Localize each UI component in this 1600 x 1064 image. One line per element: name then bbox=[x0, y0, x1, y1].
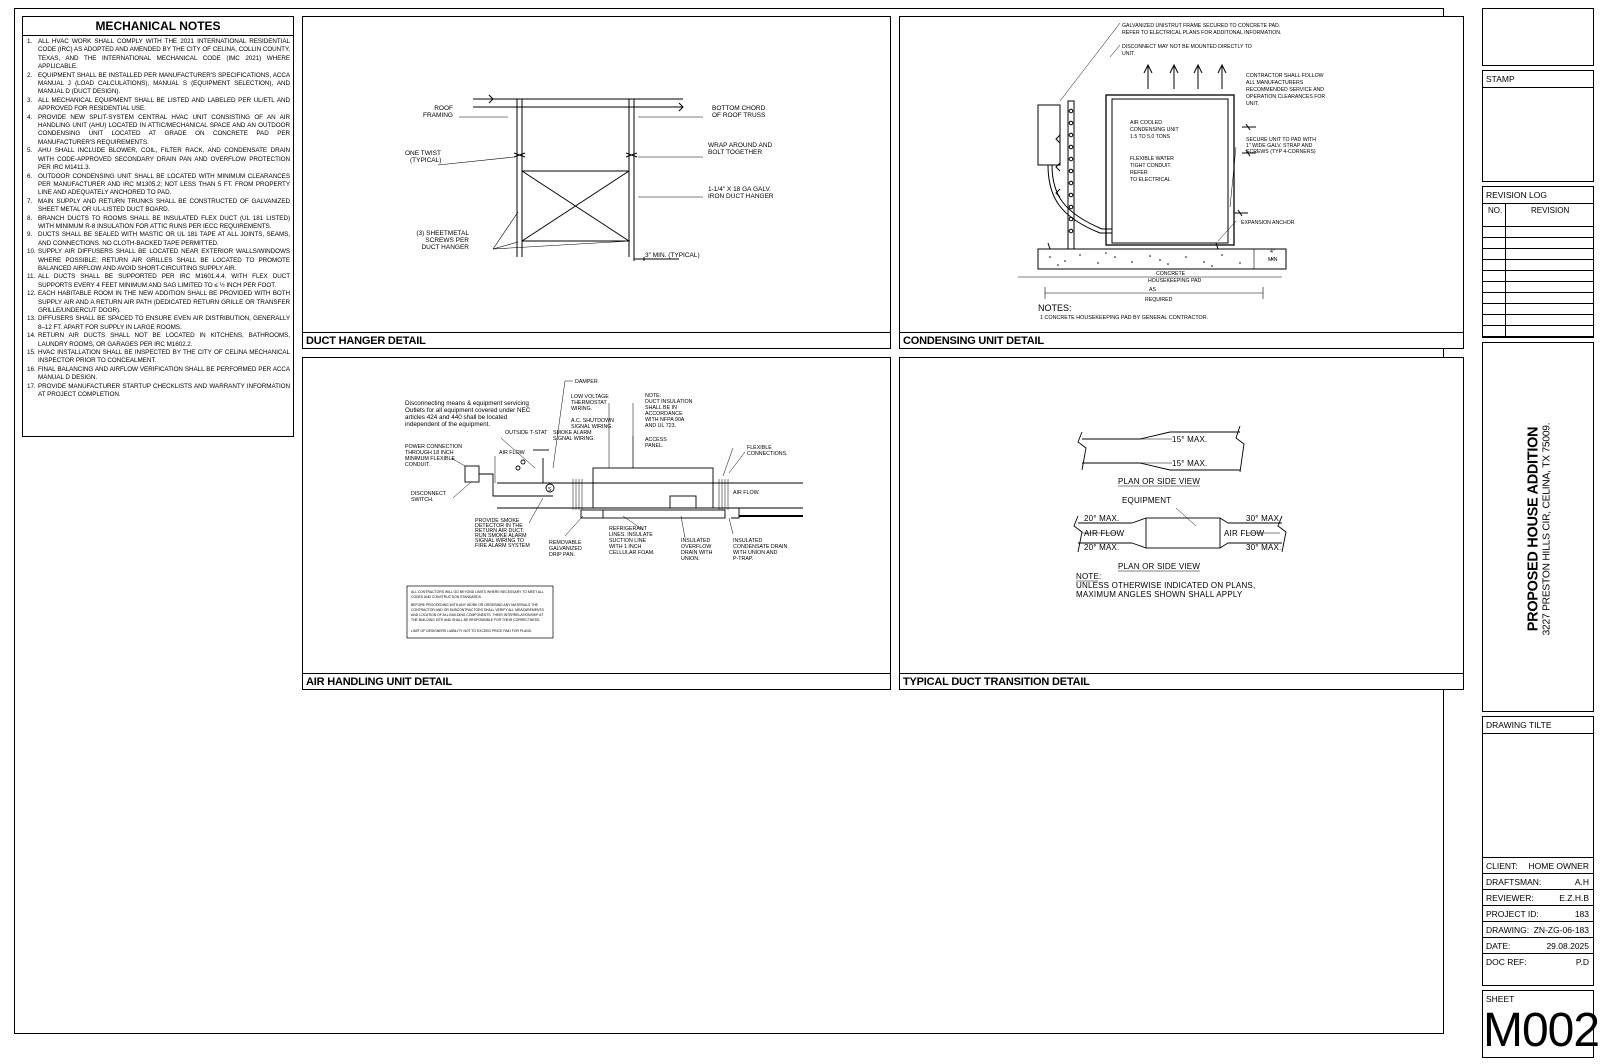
note-item bbox=[27, 366, 290, 383]
label-min-typical: 3" MIN. (TYPICAL) bbox=[645, 252, 700, 259]
duct-hanger-panel bbox=[302, 16, 891, 349]
duct-transition-title: TYPICAL DUCT TRANSITION DETAIL bbox=[900, 673, 1463, 689]
label-unistrut: GALVANIZED UNISTRUT FRAME SECURED TO CONCRETE PAD. REFER TO ELECTRICAL PLANS FOR ADDITONAL INFORMATION. bbox=[1122, 23, 1282, 36]
title-block-row bbox=[1483, 905, 1593, 921]
field-key: DOC REF: bbox=[1486, 957, 1527, 967]
label-dim: 4" MIN bbox=[1268, 249, 1278, 263]
condensing-unit-panel bbox=[899, 16, 1464, 349]
note-item bbox=[27, 97, 290, 114]
label-overflow: INSULATED OVERFLOW DRAIN WITH UNION. bbox=[681, 538, 713, 562]
note-number: 1. bbox=[27, 38, 33, 45]
title-block-row bbox=[1483, 873, 1593, 889]
note-item bbox=[27, 248, 290, 273]
label-disconnect-switch: DISCONNECT SWITCH. bbox=[411, 491, 447, 503]
note-item bbox=[27, 198, 290, 215]
revision-log-label: REVISION LOG bbox=[1486, 190, 1547, 200]
note-item bbox=[27, 114, 290, 148]
note-text: RETURN AIR DUCTS SHALL NOT BE LOCATED IN KITCHENS, BATHROOMS, LAUNDRY ROOMS, OR GARAGES PER IRC M1602.2. bbox=[38, 332, 290, 348]
note-number: 17. bbox=[27, 382, 36, 390]
note-number: 4. bbox=[27, 113, 33, 121]
disclaimer-box bbox=[411, 590, 544, 633]
note-text: ALL DUCTS SHALL BE SUPPORTED PER IRC M1601.4.4, WITH FLEX DUCT SUPPORTS EVERY 4 FEET MINIMUM AND SAG LIMITED TO ≤ ½ INCH PER FOOT. bbox=[38, 273, 290, 289]
title-block-row bbox=[1483, 857, 1593, 873]
note-number: 11. bbox=[27, 273, 36, 281]
sheet-box bbox=[1482, 990, 1600, 1058]
note-item bbox=[27, 290, 290, 315]
label-note1: 1 CONCRETE HOUSEKEEPING PAD BY GENERAL CONTRACTOR. bbox=[1040, 315, 1209, 321]
label-disconnect: DISCONNECT MAY NOT BE MOUNTED DIRECTLY TO UNIT. bbox=[1122, 44, 1252, 57]
field-key: PROJECT ID: bbox=[1486, 909, 1539, 919]
label-airflow-left: AIR FLOW bbox=[499, 450, 525, 456]
note-text: DUCTS SHALL BE SEALED WITH MASTIC OR UL 181 TAPE AT ALL JOINTS, SEAMS, AND CONNECTIONS. NO CLOTH-BACKED TAPE PERMITTED. bbox=[38, 231, 290, 247]
rev-revision-header: REVISION bbox=[1531, 206, 1570, 215]
note-text: ALL MECHANICAL EQUIPMENT SHALL BE LISTED AND LABELED PER UL/ETL AND APPROVED FOR RESIDENTIAL USE. bbox=[38, 96, 290, 113]
note-item bbox=[27, 38, 290, 72]
label-airflow-right: AIR FLOW bbox=[1224, 529, 1265, 538]
notes-title: MECHANICAL NOTES bbox=[95, 19, 221, 33]
title-block-row bbox=[1483, 889, 1593, 905]
field-value: ZN-ZG-06-183 bbox=[1533, 925, 1589, 935]
note-text: DIFFUSERS SHALL BE SPACED TO ENSURE EVEN AIR DISTRIBUTION, GENERALLY 8–12 FT. APART FOR SUPPLY IN LARGE ROOMS. bbox=[38, 315, 290, 331]
field-key: REVIEWER: bbox=[1486, 893, 1534, 903]
air-handling-drawing bbox=[303, 358, 892, 675]
stamp-label: STAMP bbox=[1486, 74, 1515, 84]
condensing-unit-title: CONDENSING UNIT DETAIL bbox=[900, 332, 1463, 348]
label-20-top: 20° MAX. bbox=[1084, 514, 1120, 523]
note-text: PROVIDE NEW SPLIT-SYSTEM CENTRAL HVAC UNIT CONSISTING OF AN AIR HANDLING UNIT (AHU) LOCATED IN ATTIC/MECHANICAL SPACE AND AN OUTDOOR CONDENSING UNIT LOCATED AT GRADE ON CONCRETE PAD PER MANUFACTURER'S REQUIREMENTS. bbox=[38, 113, 290, 146]
duct-transition-drawing bbox=[900, 358, 1465, 675]
label-plan-1: PLAN OR SIDE VIEW bbox=[1118, 477, 1201, 486]
label-s: S bbox=[548, 487, 552, 493]
project-name: PROPOSED HOUSE ADDITION bbox=[1525, 426, 1542, 632]
note-number: 2. bbox=[27, 71, 33, 79]
label-airflow-right: AIR FLOW. bbox=[733, 490, 760, 496]
label-notes-title: NOTES: bbox=[1038, 303, 1072, 313]
note-text: BRANCH DUCTS TO ROOMS SHALL BE INSULATED FLEX DUCT (UL 181 LISTED) WITH MINIMUM R-8 INSULATION FOR ATTIC RUNS PER IECC REQUIREMENTS. bbox=[38, 214, 290, 230]
label-bottom-chord: BOTTOM CHORD OF ROOF TRUSS bbox=[712, 105, 766, 119]
title-block-row bbox=[1483, 921, 1593, 937]
note-item bbox=[27, 273, 290, 290]
air-handling-panel bbox=[302, 357, 891, 690]
label-disconnecting: Disconnecting means & equipment servicing Outlets for all equipment covered under NEC articles 424 and 440 shall be located independent of the equipment. bbox=[405, 400, 531, 428]
label-smoke: SMOKE ALARM SIGNAL WIRING. bbox=[553, 430, 595, 442]
label-15-bot: 15° MAX. bbox=[1172, 459, 1208, 468]
label-pad: CONCRETE HOUSEKEEPING PAD bbox=[1148, 271, 1202, 284]
field-key: DRAWING: bbox=[1486, 925, 1530, 935]
revision-log-box bbox=[1482, 186, 1594, 338]
label-hanger: 1-1/4" X 18 GA GALV. IRON DUCT HANGER bbox=[708, 186, 774, 200]
note-item bbox=[27, 315, 290, 332]
label-power: POWER CONNECTION THROUGH 18 INCH MINIMUM FLEXIBLE CONDUIT. bbox=[405, 444, 463, 468]
note-number: 9. bbox=[27, 231, 33, 239]
field-key: DRAFTSMAN: bbox=[1486, 877, 1542, 887]
label-expansion: EXPANSION ANCHOR bbox=[1241, 220, 1295, 226]
label-aircooled: AIR COOLED CONDENSING UNIT 1.5 TO 5.0 TONS bbox=[1130, 120, 1179, 140]
label-equipment: EQUIPMENT bbox=[1122, 496, 1172, 505]
label-airflow-left: AIR FLOW bbox=[1084, 529, 1125, 538]
field-value: HOME OWNER bbox=[1528, 861, 1589, 871]
drawing-title-box bbox=[1482, 716, 1594, 986]
note-text: MAIN SUPPLY AND RETURN TRUNKS SHALL BE CONSTRUCTED OF GALVANIZED SHEET METAL OR UL-LISTED DUCT BOARD. bbox=[38, 197, 290, 214]
label-provide: PROVIDE SMOKE DETECTOR IN THE RETURN AIR DUCT. RUN SMOKE ALARM SIGNAL WIRING TO FIRE ALARM SYSTEM bbox=[475, 518, 530, 549]
condensing-unit-drawing bbox=[900, 17, 1465, 334]
label-ac-shutdown: A.C. SHUTDOWN SIGNAL WIRING. bbox=[571, 418, 614, 430]
note-number: 16. bbox=[27, 365, 36, 373]
note-number: 12. bbox=[27, 290, 36, 298]
label-plan-2: PLAN OR SIDE VIEW bbox=[1118, 562, 1201, 571]
label-flex: FLEXIBLE WATER TIGHT CONDUIT. REFER TO ELECTRICAL bbox=[1130, 156, 1174, 183]
note-item bbox=[27, 72, 290, 97]
project-address: 3227 PRESTON HILLS CIR, CELINA, TX 75009. bbox=[1541, 422, 1553, 636]
note-text: HVAC INSTALLATION SHALL BE INSPECTED BY THE CITY OF CELINA MECHANICAL INSPECTOR PRIOR TO CONCEALMENT. bbox=[38, 349, 290, 365]
note-text: OUTDOOR CONDENSING UNIT SHALL BE LOCATED WITH MINIMUM CLEARANCES PER MANUFACTURER AND IRC M1305.2; NOT LESS THAN 5 FT. FROM PROPERTY LINE AND ADEQUATELY ANCHORED TO PAD. bbox=[38, 172, 290, 197]
note-number: 10. bbox=[27, 248, 36, 256]
note-text: EQUIPMENT SHALL BE INSTALLED PER MANUFACTURER'S SPECIFICATIONS, ACCA MANUAL J (LOAD CALCULATIONS), MANUAL S (EQUIPMENT SELECTION), AND MANUAL D (DUCT DESIGN). bbox=[38, 71, 290, 96]
label-30-bot: 30° MAX. bbox=[1246, 543, 1282, 552]
note-number: 6. bbox=[27, 172, 33, 180]
label-20-bot: 20° MAX. bbox=[1084, 543, 1120, 552]
rev-no-header: NO. bbox=[1488, 206, 1503, 215]
note-number: 5. bbox=[27, 147, 33, 155]
field-key: CLIENT: bbox=[1486, 861, 1518, 871]
label-screws: (3) SHEETMETAL SCREWS PER DUCT HANGER bbox=[416, 230, 469, 251]
label-note: NOTE: DUCT INSULATION SHALL BE IN ACCORDANCE WITH NFPA 90A AND UL 723. bbox=[645, 393, 693, 429]
note-item bbox=[27, 349, 290, 366]
label-roof-framing: ROOF FRAMING bbox=[423, 105, 453, 119]
label-wrap: WRAP AROUND AND BOLT TOGETHER bbox=[708, 142, 773, 156]
field-value: 183 bbox=[1574, 909, 1589, 919]
note-item bbox=[27, 332, 290, 349]
label-as: AS bbox=[1149, 287, 1156, 293]
label-low-voltage: LOW VOLTAGE THERMOSTAT WIRING. bbox=[571, 394, 609, 412]
note-number: 14. bbox=[27, 332, 36, 340]
field-key: DATE: bbox=[1486, 941, 1511, 951]
note-item bbox=[27, 231, 290, 248]
label-required: REQUIRED bbox=[1145, 297, 1173, 303]
label-flexible: FLEXIBLE CONNECTIONS. bbox=[747, 445, 788, 457]
field-value: E.Z.H.B bbox=[1559, 893, 1589, 903]
title-block-fields bbox=[1483, 837, 1593, 985]
label-damper: DAMPER bbox=[575, 379, 598, 385]
note-item bbox=[27, 383, 290, 400]
note-text: EACH HABITABLE ROOM IN THE NEW ADDITION SHALL BE PROVIDED WITH BOTH SUPPLY AIR AND A RETURN AIR PATH (DEDICATED RETURN GRILLE OR TRANSFER GRILLE/UNDERCUT DOOR). bbox=[38, 290, 290, 314]
title-block-row bbox=[1483, 937, 1593, 953]
note-item bbox=[27, 173, 290, 198]
air-handling-title: AIR HANDLING UNIT DETAIL bbox=[303, 673, 890, 689]
svg-text:LIMIT OF DESIGNERS LIABILITY N: LIMIT OF DESIGNERS LIABILITY NOT TO EXCEED PRICE PAID FOR PLANS. bbox=[411, 629, 532, 633]
note-text: FINAL BALANCING AND AIRFLOW VERIFICATION SHALL BE PERFORMED PER ACCA MANUAL D DESIGN. bbox=[38, 365, 290, 382]
label-access: ACCESS PANEL. bbox=[645, 437, 667, 449]
project-box bbox=[1482, 342, 1594, 712]
note-text: ALL HVAC WORK SHALL COMPLY WITH THE 2021 INTERNATIONAL RESIDENTIAL CODE (IRC) AS ADOPTED AND AMENDED BY THE CITY OF CELINA, COLLIN COUNTY, TEXAS, AND THE INTERNATIONAL MECHANICAL CODE (IMC 2021) WHERE APPLICABLE. bbox=[38, 38, 290, 71]
note-text: PROVIDE MANUFACTURER STARTUP CHECKLISTS AND WARRANTY INFORMATION AT PROJECT COMPLETION. bbox=[38, 382, 290, 399]
label-one-twist: ONE TWIST (TYPICAL) bbox=[405, 150, 442, 164]
label-30-top: 30° MAX. bbox=[1246, 514, 1282, 523]
revision-log-rows bbox=[1483, 216, 1593, 337]
label-refrigerant: REFRIGERANT LINES. INSULATE SUCTION LINE WITH 1 INCH CELLULAR FOAM. bbox=[609, 526, 655, 556]
note-item bbox=[27, 147, 290, 172]
note-number: 15. bbox=[27, 349, 36, 357]
svg-text:ALL CONTRACTORS WILL GO BEYOND: ALL CONTRACTORS WILL GO BEYOND LIMITS WHERE NECESSARY TO MEET ALL CODES AND CONSTRUCTION STANDARDS. bbox=[411, 590, 544, 599]
label-outside-tstat: OUTSIDE T-STAT bbox=[505, 430, 548, 436]
field-value: A.H bbox=[1574, 877, 1589, 887]
label-condensate: INSULATED CONDENSATE DRAIN WITH UNION AND P-TRAP. bbox=[733, 538, 788, 562]
sheet-label: SHEET bbox=[1486, 994, 1515, 1004]
svg-text:BEFORE PROCEEDING WITH ANY WOR: BEFORE PROCEEDING WITH ANY WORK OR ORDERING ANY MATERIALS THE CONTRACTOR AND OR SUBCONTRACTORS SHALL VERIFY ALL MEASUREMENTS AND LOCATION OF ALL BUILDING COMPONENTS. THEIR INTERRELATIONSHIP AT THE BUILDING SITE AND SHALL BE RESPONSIBLE FOR THEIR CORRECTNESS. bbox=[411, 603, 544, 622]
label-15-top: 15° MAX. bbox=[1172, 435, 1208, 444]
title-block-row bbox=[1483, 953, 1593, 969]
field-value: P.D bbox=[1575, 957, 1589, 967]
note-item bbox=[27, 215, 290, 232]
duct-hanger-title: DUCT HANGER DETAIL bbox=[303, 332, 890, 348]
mechanical-notes-box bbox=[22, 16, 294, 437]
notes-list bbox=[27, 38, 290, 399]
note-number: 7. bbox=[27, 197, 33, 205]
note-number: 3. bbox=[27, 96, 33, 104]
tb-top-box bbox=[1482, 8, 1594, 66]
label-removable: REMOVABLE GALVANIZED DRIP PAN. bbox=[549, 540, 582, 558]
sheet-number: M002 bbox=[1483, 1004, 1600, 1057]
note-text: SUPPLY AIR DIFFUSERS SHALL BE LOCATED NEAR EXTERIOR WALLS/WINDOWS WHERE POSSIBLE; RETURN AIR GRILLES SHALL BE LOCATED TO PROMOTE BALANCED AIRFLOW AND AVOID SHORT-CIRCUITING SUPPLY AIR. bbox=[38, 248, 290, 272]
drawing-title-label: DRAWING TILTE bbox=[1486, 720, 1552, 730]
note-text: AHU SHALL INCLUDE BLOWER, COIL, FILTER RACK, AND CONDENSATE DRAIN WITH CODE-APPROVED SECONDARY DRAIN PAN AND OVERFLOW PROTECTION PER IRC M1411.3. bbox=[38, 147, 290, 172]
duct-hanger-drawing bbox=[303, 17, 892, 334]
field-value: 29.08.2025 bbox=[1546, 941, 1589, 951]
label-transition-note: NOTE: UNLESS OTHERWISE INDICATED ON PLANS, MAXIMUM ANGLES SHOWN SHALL APPLY bbox=[1076, 572, 1256, 599]
duct-transition-panel bbox=[899, 357, 1464, 690]
label-secure: SECURE UNIT TO PAD WITH 1" WIDE GALV. STRAP AND SCREWS (TYP 4-CORNERS) bbox=[1246, 137, 1316, 155]
note-number: 8. bbox=[27, 214, 33, 222]
stamp-box bbox=[1482, 70, 1594, 182]
note-number: 13. bbox=[27, 315, 36, 323]
label-contractor: CONTRACTOR SHALL FOLLOW ALL MANUFACTURERS RECOMMENDED SERVICE AND OPERATION CLEARANCES FOR UNIT. bbox=[1246, 73, 1326, 107]
